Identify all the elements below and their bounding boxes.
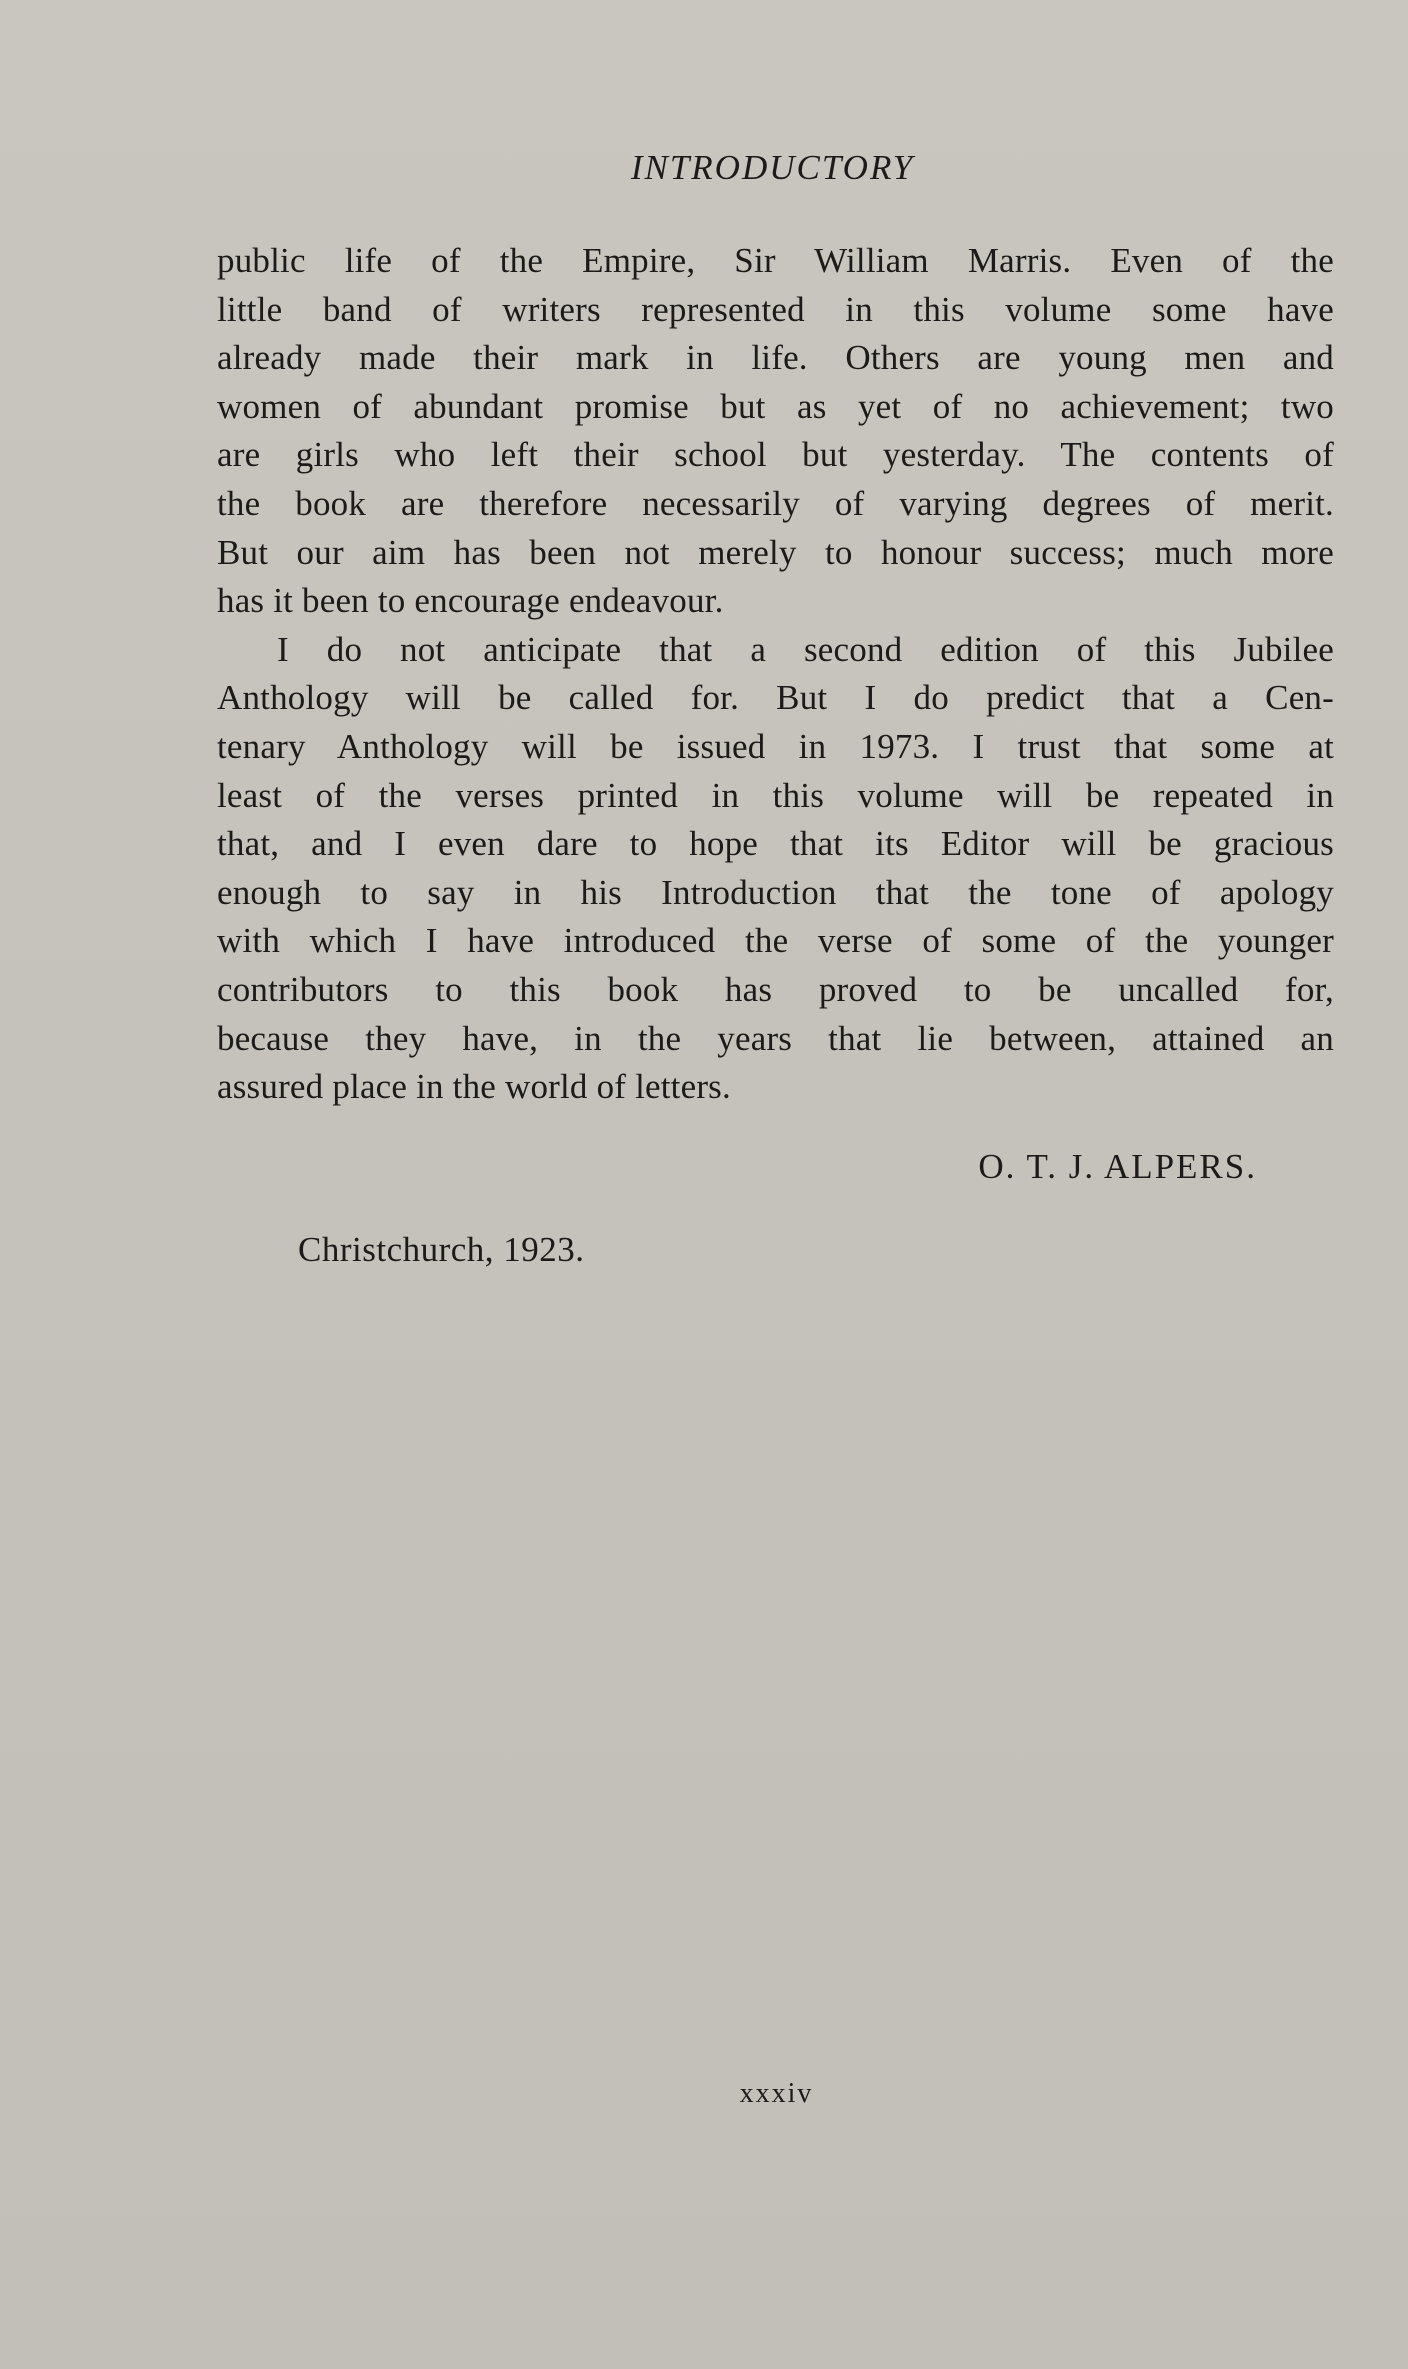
text-line: least of the verses printed in this volume will be repeated in (217, 775, 1334, 815)
text-line: that, and I even dare to hope that its Editor will be gracious (217, 824, 1334, 864)
text-line: with which I have introduced the verse of some of the younger (217, 921, 1334, 961)
author-signature: O. T. J. ALPERS. (978, 1147, 1257, 1186)
text-line: Anthology will be called for. But I do predict that a Cen- (217, 678, 1334, 718)
body-text (217, 237, 1334, 1112)
running-head-text: INTRODUCTORY (630, 148, 915, 187)
place-date: Christchurch, 1923. (298, 1230, 585, 1269)
text-line: contributors to this book has proved to be uncalled for, (217, 969, 1334, 1009)
text-line: already made their mark in life. Others are young men and (217, 338, 1334, 378)
text-line: public life of the Empire, Sir William Marris. Even of the (217, 241, 1334, 280)
text-line: women of abundant promise but as yet of no achievement; two (217, 386, 1334, 426)
text-line: But our aim has been not merely to honour success; much more (217, 532, 1334, 572)
text-line: the book are therefore necessarily of varying degrees of merit. (217, 483, 1334, 523)
text-line: enough to say in his Introduction that the tone of apology (217, 872, 1334, 912)
text-line: because they have, in the years that lie between, attained an (217, 1018, 1334, 1058)
running-head (0, 148, 1408, 188)
text-line: I do not anticipate that a second edition of this Jubilee (277, 629, 1334, 669)
text-line: are girls who left their school but yesterday. The contents of (217, 435, 1334, 475)
text-line: has it been to encourage endeavour. (217, 581, 724, 621)
text-line: assured place in the world of letters. (217, 1067, 731, 1107)
text-line: tenary Anthology will be issued in 1973. I trust that some at (217, 726, 1334, 766)
page-number: xxxiv (739, 2078, 814, 2109)
text-line: little band of writers represented in this volume some have (217, 289, 1334, 329)
